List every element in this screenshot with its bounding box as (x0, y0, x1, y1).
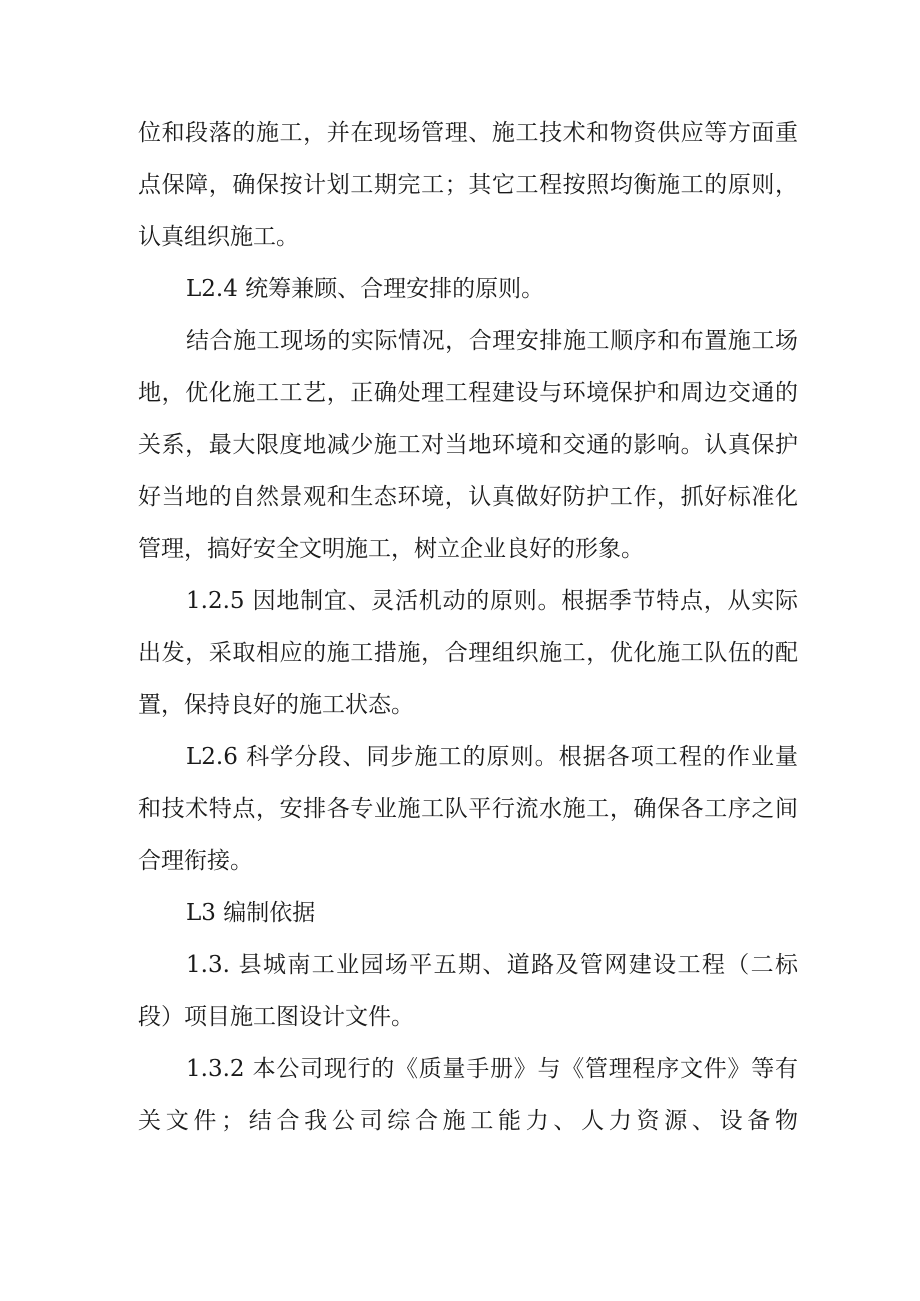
text-line: 管理，搞好安全文明施工，树立企业良好的形象。 (138, 536, 644, 562)
text-line: 好当地的自然景观和生态环境，认真做好防护工作，抓好标准化 (138, 484, 798, 510)
text-line: 出发，采取相应的施工措施，合理组织施工，优化施工队伍的配 (138, 640, 798, 666)
text-line: 点保障，确保按计划工期完工；其它工程按照均衡施工的原则， (138, 172, 798, 198)
text-line: 地，优化施工工艺，正确处理工程建设与环境保护和周边交通的 (138, 380, 798, 406)
text-line: 置，保持良好的施工状态。 (138, 692, 414, 718)
text-line: 位和段落的施工，并在现场管理、施工技术和物资供应等方面重 (138, 120, 798, 146)
text-line: 关系，最大限度地减少施工对当地环境和交通的影响。认真保护 (138, 432, 798, 458)
text-line: 1.2.5 因地制宜、灵活机动的原则。根据季节特点，从实际 (186, 588, 798, 614)
section-heading: L2.4 统筹兼顾、合理安排的原则。 (186, 276, 545, 302)
text-line: 1.3. 县城南工业园场平五期、道路及管网建设工程（二标 (186, 952, 798, 978)
text-line: 关文件；结合我公司综合施工能力、人力资源、设备物 (138, 1108, 798, 1134)
text-line: 1.3.2 本公司现行的《质量手册》与《管理程序文件》等有 (186, 1056, 798, 1082)
text-line: 合理衔接。 (138, 848, 253, 874)
text-line: 认真组织施工。 (138, 224, 299, 250)
text-line: 和技术特点，安排各专业施工队平行流水施工，确保各工序之间 (138, 796, 798, 822)
text-line: L2.6 科学分段、同步施工的原则。根据各项工程的作业量 (186, 744, 798, 770)
text-line: 段）项目施工图设计文件。 (138, 1004, 414, 1030)
section-heading: L3 编制依据 (186, 900, 316, 926)
text-line: 结合施工现场的实际情况，合理安排施工顺序和布置施工场 (186, 328, 798, 354)
